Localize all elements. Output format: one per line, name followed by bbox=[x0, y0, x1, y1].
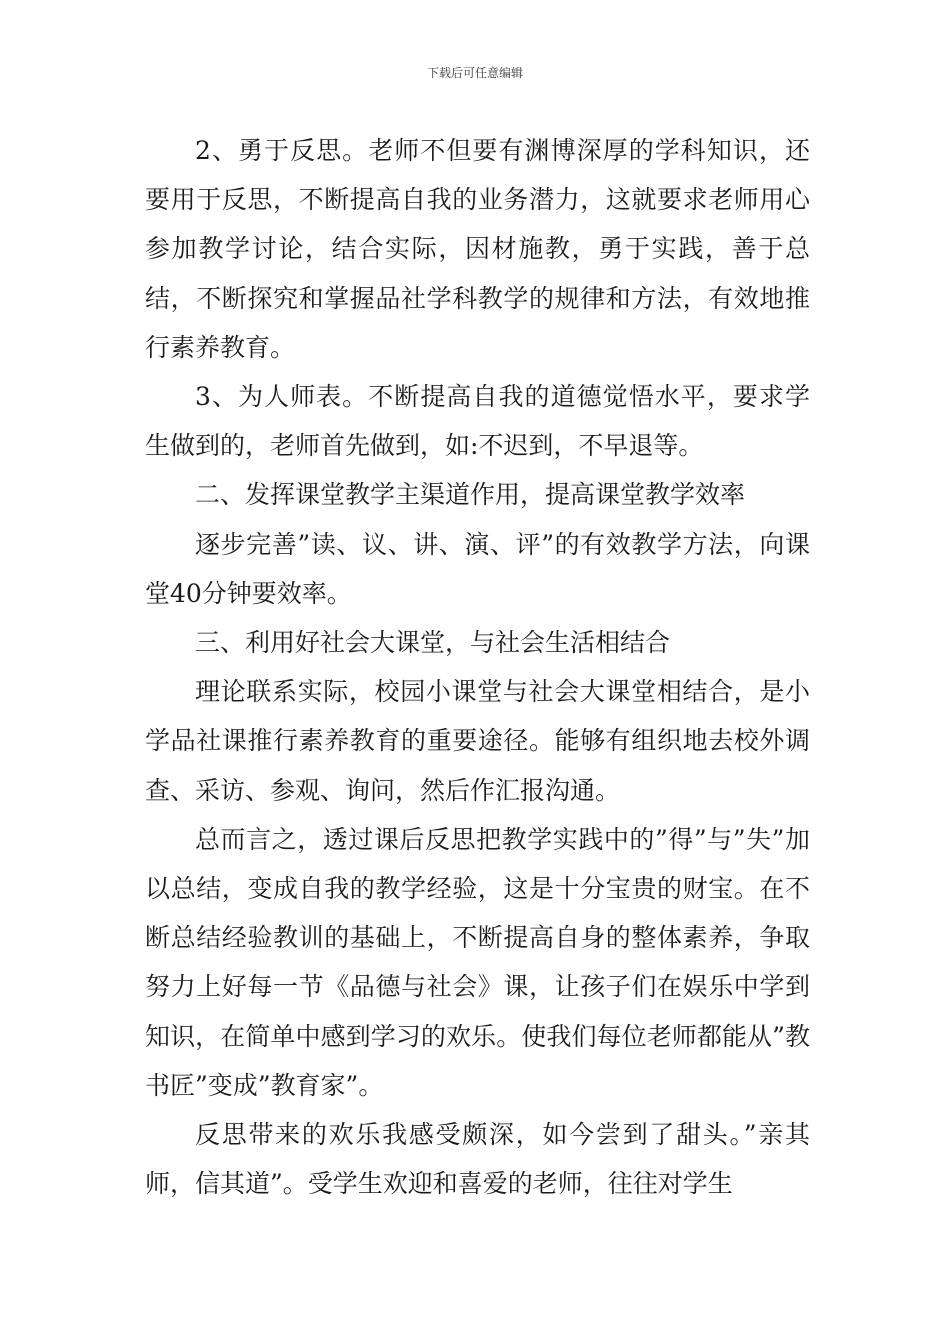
section-heading-society: 三、利用好社会大课堂，与社会生活相结合 bbox=[195, 628, 671, 658]
paragraph-theory-practice: 理论联系实际，校园小课堂与社会大课堂相结合，是小学品社课推行素养教育的重要途径。能够有组织地去校外调查、采访、参观、询问，然后作汇报沟通。 bbox=[145, 677, 810, 805]
paragraph-joy-of-reflection: 反思带来的欢乐我感受颇深，如今尝到了甜头。”亲其师，信其道”。受学生欢迎和喜爱的老师，往往对学生 bbox=[145, 1120, 810, 1199]
document-body bbox=[145, 126, 810, 1208]
paragraph-teaching-method: 逐步完善”读、议、讲、演、评”的有效教学方法，向课堂40分钟要效率。 bbox=[145, 529, 810, 608]
section-heading-classroom: 二、发挥课堂教学主渠道作用，提高课堂教学效率 bbox=[195, 480, 746, 510]
page-header: 下载后可任意编辑 bbox=[426, 66, 523, 80]
paragraph-role-model: 3、为人师表。不断提高自我的道德觉悟水平，要求学生做到的，老师首先做到，如:不迟到，不早退等。 bbox=[145, 382, 810, 461]
paragraph-summary: 总而言之，透过课后反思把教学实践中的”得”与”失”加以总结，变成自我的教学经验，这是十分宝贵的财宝。在不断总结经验教训的基础上，不断提高自身的整体素养，争取努力上好每一节《品德与社会》课，让孩子们在娱乐中学到知识，在简单中感到学习的欢乐。使我们每位老师都能从”教书匠”变成”教育家”。 bbox=[145, 824, 810, 1100]
paragraph-reflection: 2、勇于反思。老师不但要有渊博深厚的学科知识，还要用于反思，不断提高自我的业务潜力，这就要求老师用心参加教学讨论，结合实际，因材施教，勇于实践，善于总结，不断探究和掌握品社学科教学的规律和方法，有效地推行素养教育。 bbox=[145, 136, 810, 362]
